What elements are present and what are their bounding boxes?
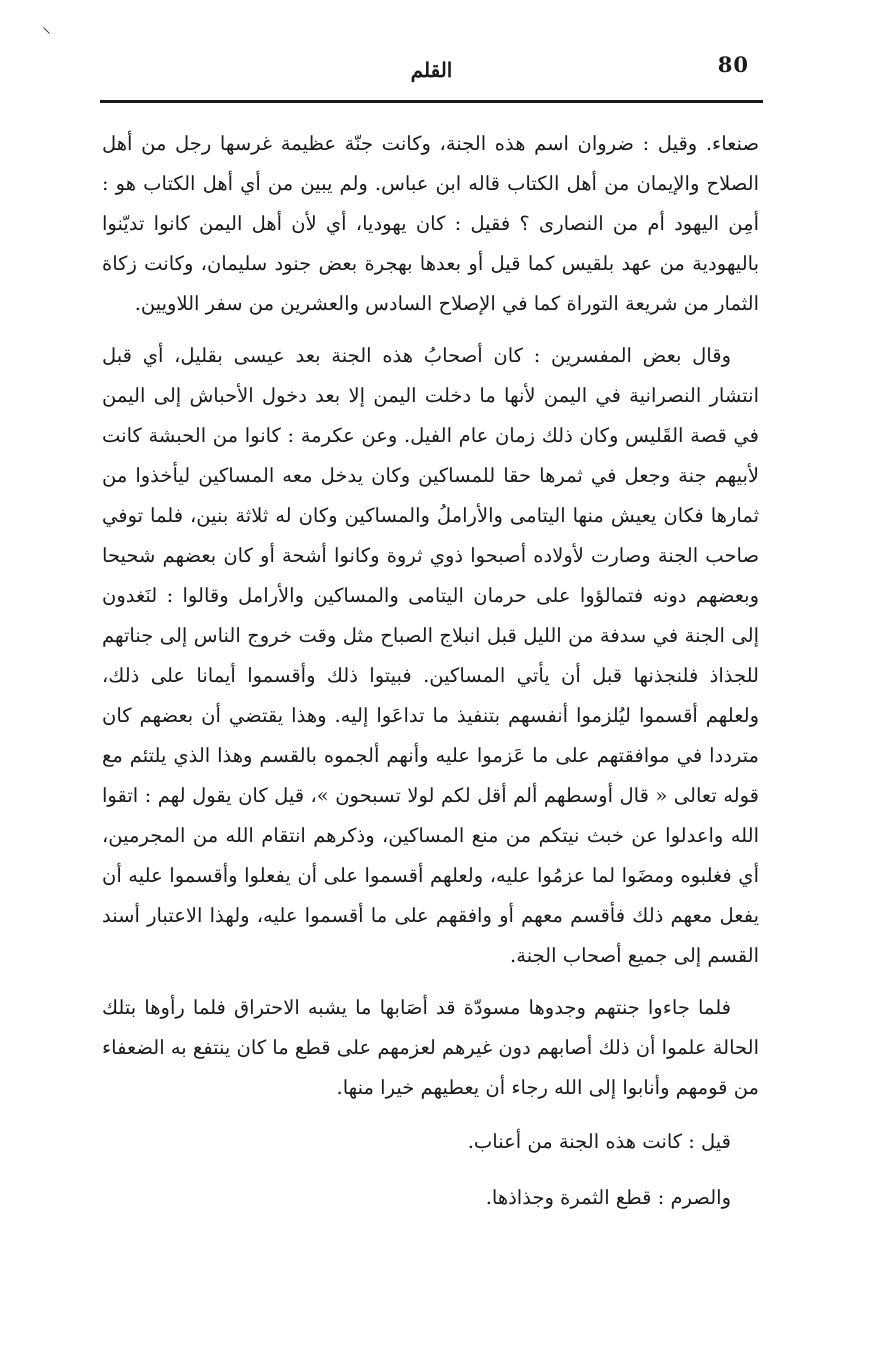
paragraph-1: صنعاء. وقيل : ضروان اسم هذه الجنة، وكانت جنّة عظيمة غرسها رجل من أهل الصلاح والإيمان من أهل الكتاب قاله ابن عباس. ولم يبين من أي أهل الكتاب هو : أمِن اليهود أم من النصارى ؟ فقيل : كان يهوديا، أي لأن أهل اليمن كانوا تديّنوا باليهودية من عهد بلقيس كما قيل أو بعدها بهجرة بعض جنود سليمان، وكانت زكاة الثمار من شريعة التوراة كما في الإصلاح السادس والعشرين من سفر اللاويين. [102, 132, 759, 315]
scan-mark: ⸌ [42, 24, 51, 45]
note-1: قيل : كانت هذه الجنة من أعناب. [467, 1130, 731, 1153]
page-number: 80 [717, 52, 749, 77]
header-rule [100, 100, 763, 103]
note-2: والصرم : قطع الثمرة وجذاذها. [485, 1186, 731, 1209]
page-header [100, 52, 763, 100]
running-title: القلم [410, 58, 453, 82]
page-body [102, 124, 759, 1218]
paragraph-2: وقال بعض المفسرين : كان أصحابُ هذه الجنة بعد عيسى بقليل، أي قبل انتشار النصرانية في اليمن لأنها ما دخلت اليمن إلا بعد دخول الأحباش إلى اليمن في قصة القَليس وكان ذلك زمان عام الفيل. وعن عكرمة : كانوا من الحبشة كانت لأبيهم جنة وجعل في ثمرها حقا للمساكين وكان يدخل معه المساكين ليأخذوا من ثمارها فكان يعيش منها اليتامى والأراملُ والمساكين وكان له ثلاثة بنين، فلما توفي صاحب الجنة وصارت لأولاده أصبحوا ذوي ثروة وكانوا أشحة أو كان بعضهم شحيحا وبعضهم دونه فتمالؤوا على حرمان اليتامى والمساكين والأرامل وقالوا : لنَغدون إلى الجنة في سدفة من الليل قبل انبلاج الصباح مثل وقت خروج الناس إلى جناتهم للجذاذ فلنجذنها قبل أن يأتي المساكين. فبيتوا ذلك وأقسموا أيمانا على ذلك، ولعلهم أقسموا ليُلزموا أنفسهم بتنفيذ ما تداعَوا إليه. وهذا يقتضي أن بعضهم كان مترددا في موافقتهم على ما عَزموا عليه وأنهم ألجموه بالقسم وهذا الذي يلتئم مع قوله تعالى « قال أوسطهم ألم أقل لكم لولا تسبحون »، قيل كان يقول لهم : اتقوا الله واعدلوا عن خبث نيتكم من منع المساكين، وذكرهم انتقام الله من المجرمين، أي فغلبوه ومضَوا لما عزمُوا عليه، ولعلهم أقسموا على أن يفعلوا وأقسموا عليه أن يفعل معهم ذلك فأقسم معهم أو وافقهم على ما أقسموا عليه، ولهذا الاعتبار أسند القسم إلى جميع أصحاب الجنة. [102, 344, 759, 967]
paragraph-3: فلما جاءوا جنتهم وجدوها مسودّة قد أصَابها ما يشبه الاحتراق فلما رأوها بتلك الحالة علموا أن ذلك أصابهم دون غيرهم لعزمهم على قطع ما كان ينتفع به الضعفاء من قومهم وأنابوا إلى الله رجاء أن يعطيهم خيرا منها. [101, 996, 759, 1099]
